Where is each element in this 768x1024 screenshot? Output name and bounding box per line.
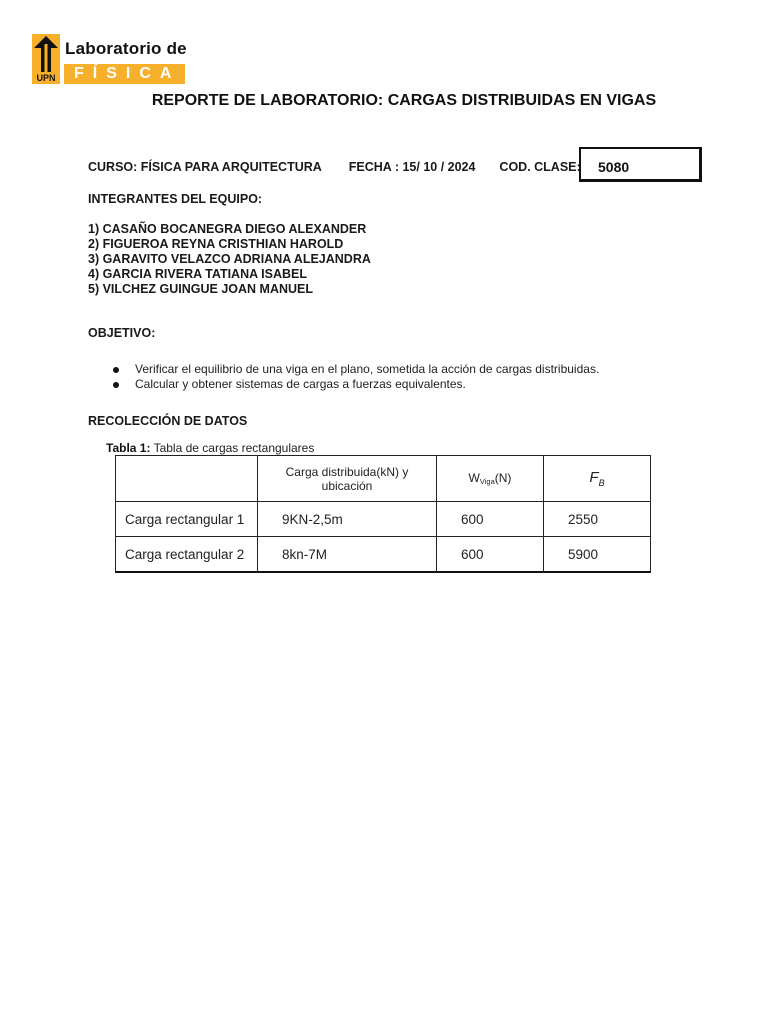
lab-logo xyxy=(32,34,188,84)
header-cell-carga: Carga distribuida(kN) y ubicación xyxy=(258,456,437,502)
w-viga-cell: 600 xyxy=(437,502,544,537)
f-b-cell: 2550 xyxy=(544,502,651,537)
objective-item xyxy=(110,377,599,392)
course-label: CURSO: FÍSICA PARA ARQUITECTURA xyxy=(88,160,322,174)
carga-cell: 8kn-7M xyxy=(258,537,437,573)
page-title: REPORTE DE LABORATORIO: CARGAS DISTRIBUIDAS EN VIGAS xyxy=(151,92,657,109)
header-cell-empty xyxy=(116,456,258,502)
table-caption-label: Tabla 1: xyxy=(106,441,151,455)
table-header-row xyxy=(116,456,651,502)
objective-item xyxy=(110,362,599,377)
f-b-cell: 5900 xyxy=(544,537,651,573)
team-member: 1) CASAÑO BOCANEGRA DIEGO ALEXANDER xyxy=(88,222,367,236)
class-code-value: 5080 xyxy=(598,159,630,175)
row-label: Carga rectangular 1 xyxy=(116,502,258,537)
team-member: 2) FIGUEROA REYNA CRISTHIAN HAROLD xyxy=(88,237,344,251)
date-label: FECHA : 15/ 10 / 2024 xyxy=(348,160,476,174)
objective-text: Verificar el equilibrio de una viga en el plano, sometida la acción de cargas distribuidas. xyxy=(135,362,600,376)
header-cell-w-viga: $W_{Viga}(N)$ xyxy=(437,456,544,502)
objective-list xyxy=(110,362,599,392)
team-member: 5) VILCHEZ GUINGUE JOAN MANUEL xyxy=(88,282,314,296)
table-row xyxy=(116,537,651,573)
class-code-box xyxy=(579,147,702,182)
team-member-list xyxy=(88,222,371,297)
bullet-icon xyxy=(113,382,119,388)
upn-badge-text: UPN xyxy=(36,73,56,83)
team-member: 3) GARAVITO VELAZCO ADRIANA ALEJANDRA xyxy=(88,252,371,266)
table-caption-text: Tabla de cargas rectangulares xyxy=(150,441,315,455)
objective-text: Calcular y obtener sistemas de cargas a fuerzas equivalentes. xyxy=(135,377,466,391)
upn-arrow-icon xyxy=(32,34,60,84)
loads-table xyxy=(115,455,651,573)
course-info-row xyxy=(88,160,581,174)
logo-title-line2: FÍSICA xyxy=(64,64,185,84)
carga-cell: 9KN-2,5m xyxy=(258,502,437,537)
logo-title-line1: Laboratorio de xyxy=(65,39,187,58)
header-cell-f-b: $F_B$ xyxy=(544,456,651,502)
table-row xyxy=(116,502,651,537)
data-heading: RECOLECCIÓN DE DATOS xyxy=(88,414,248,428)
team-member: 4) GARCIA RIVERA TATIANA ISABEL xyxy=(88,267,307,281)
bullet-icon xyxy=(113,367,119,373)
team-heading: INTEGRANTES DEL EQUIPO: xyxy=(88,192,263,206)
row-label: Carga rectangular 2 xyxy=(116,537,258,573)
w-viga-cell: 600 xyxy=(437,537,544,573)
table-caption xyxy=(106,441,314,455)
objective-heading: OBJETIVO: xyxy=(88,326,156,340)
class-code-label: COD. CLASE: xyxy=(499,160,581,174)
